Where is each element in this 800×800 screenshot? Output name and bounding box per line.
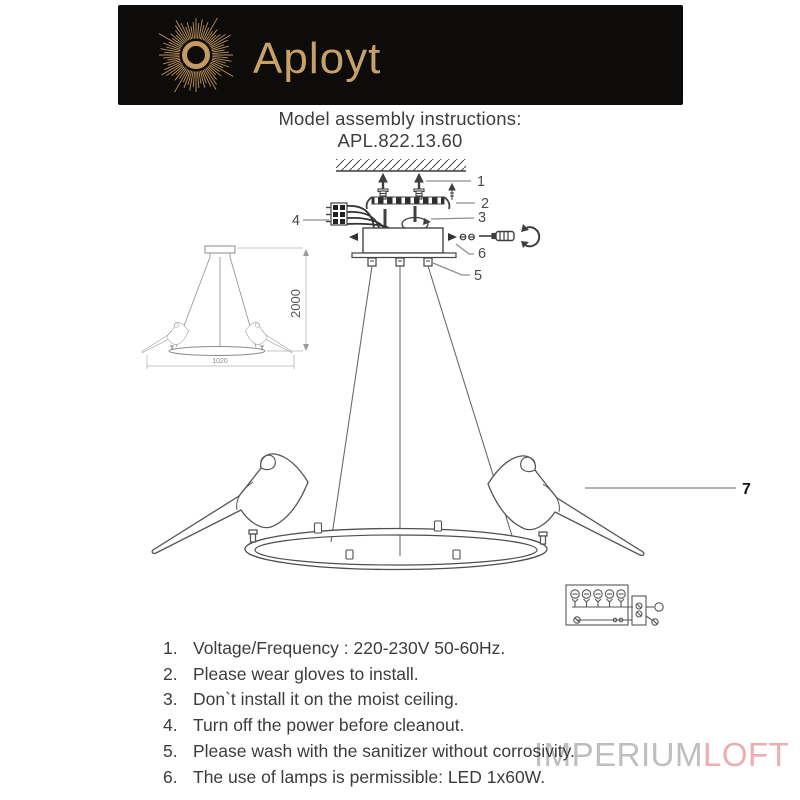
item-number: 3. <box>163 689 178 710</box>
callout-3: 3 <box>478 210 487 226</box>
item-text: Please wash with the sanitizer without corrosivity. <box>193 740 575 761</box>
suspension-cables <box>331 266 513 556</box>
dimension-drawing <box>142 246 309 369</box>
anchor-screws <box>378 174 424 199</box>
item-text: Don`t install it on the moist ceiling. <box>193 689 459 710</box>
page-title: Model assembly instructions: <box>278 108 522 129</box>
dim-width-label: 1020 <box>212 358 228 365</box>
callout-7: 7 <box>742 481 751 498</box>
list-item <box>163 636 723 662</box>
cable-clips <box>315 521 461 559</box>
item-text: Turn off the power before cleanout. <box>193 715 465 736</box>
callout-5: 5 <box>474 268 483 284</box>
brand-logo-text: Aployt <box>253 34 382 83</box>
callout-1: 1 <box>477 174 486 190</box>
light-ring <box>245 521 547 570</box>
wire-connector <box>326 203 389 228</box>
item-number: 1. <box>163 638 178 658</box>
watermark-left: IMPERIUM <box>534 736 703 773</box>
dim-height-label: 2000 <box>288 289 303 318</box>
callout-5-leader <box>433 263 470 275</box>
callout-6: 6 <box>478 246 487 262</box>
watermark-right: LOFT <box>703 736 790 773</box>
item-number: 2. <box>163 663 178 684</box>
item-number: 4. <box>163 715 178 736</box>
fixing-screws <box>384 206 432 231</box>
instruction-list <box>163 636 723 790</box>
callout-3-leader <box>431 218 474 219</box>
item-text: Voltage/Frequency : 220-230V 50-60Hz. <box>193 638 506 658</box>
wiring-diagram <box>566 585 663 625</box>
ceiling-canopy <box>349 228 457 266</box>
list-item <box>163 739 723 765</box>
callout-6-leader <box>456 244 474 254</box>
list-item <box>163 713 723 739</box>
screwdriver <box>460 224 539 248</box>
item-number: 5. <box>163 740 178 761</box>
item-text: The use of lamps is permissible: LED 1x60W. <box>193 766 546 787</box>
callout-4: 4 <box>291 213 300 229</box>
list-item <box>163 765 723 791</box>
mounting-bracket <box>367 184 455 209</box>
list-item <box>163 687 723 713</box>
item-text: Please wear gloves to install. <box>193 663 419 684</box>
callout-2: 2 <box>481 196 490 212</box>
ceiling-hatch <box>336 159 466 171</box>
model-number: APL.822.13.60 <box>337 130 463 151</box>
item-number: 6. <box>163 766 178 787</box>
title-block <box>0 108 800 152</box>
list-item <box>163 662 723 688</box>
